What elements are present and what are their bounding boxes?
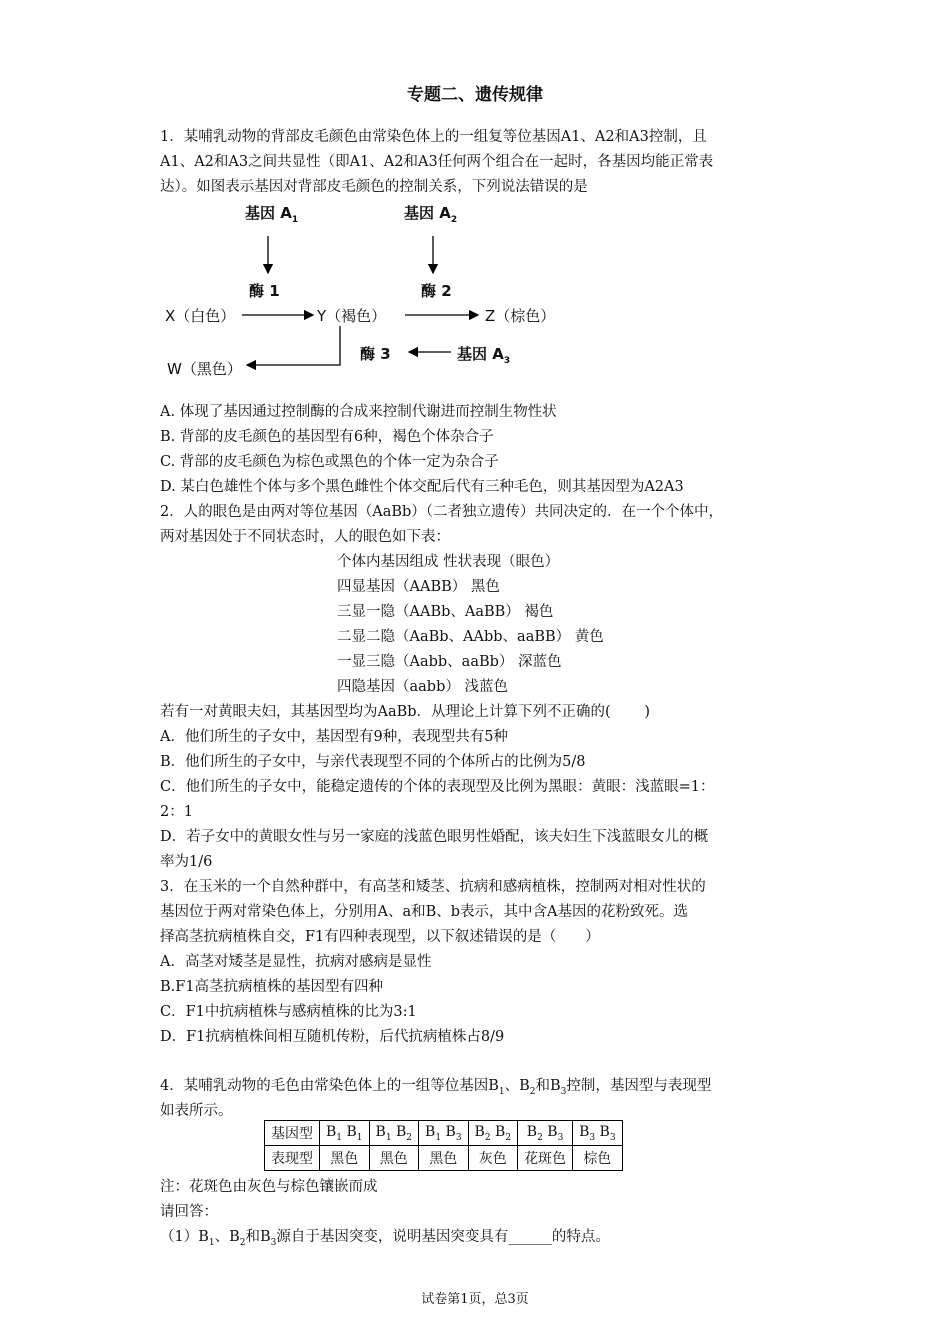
gene-enzyme-diagram (155, 198, 575, 383)
page-title: 专题二、遗传规律 (407, 85, 543, 105)
q2-option-d-cont: 率为1/6 (160, 854, 213, 870)
table-cell: $B_2$ $B_2$ (468, 1121, 518, 1146)
x-white-label: X（白色） (165, 307, 236, 325)
enzyme-3-label: 酶 3 (360, 345, 391, 363)
gene-a1-label: 基因 $A_1$ (245, 204, 299, 225)
q3-option-d: D．F1抗病植株间相互随机传粉，后代抗病植株占8/9 (160, 1029, 505, 1045)
q1-option-b: B. 背部的皮毛颜色的基因型有6种，褐色个体杂合子 (160, 429, 494, 445)
table-cell: 棕色 (573, 1146, 623, 1171)
q2-option-c: C．他们所生的子女中，能稳定遗传的个体的表现型及比例为黑眼：黄眼：浅蓝眼=1： (160, 779, 715, 795)
q1-option-c: C. 背部的皮毛颜色为棕色或黑色的个体一定为杂合子 (160, 454, 499, 470)
q2-table-header: 个体内基因组成 性状表现（眼色） (337, 554, 560, 570)
q2-table-row: 一显三隐（Aabb、aaBb） 深蓝色 (337, 654, 562, 670)
q1-option-a: A. 体现了基因通过控制酶的合成来控制代谢进而控制生物性状 (160, 404, 557, 420)
table-row (265, 1121, 623, 1146)
gene-a2-label: 基因 $A_2$ (404, 204, 458, 225)
q2-table-row: 二显二隐（AaBb、AAbb、aaBB） 黄色 (337, 629, 604, 645)
q2-option-c-cont: 2：1 (160, 804, 193, 820)
page-footer: 试卷第1页，总3页 (421, 1292, 529, 1307)
q2-table-row: 四显基因（AABB） 黑色 (337, 579, 500, 595)
q3-option-b: B.F1高茎抗病植株的基因型有四种 (160, 979, 384, 995)
z-tan-label: Z（棕色） (485, 307, 556, 325)
table-cell: 灰色 (468, 1146, 518, 1171)
arrow-y-w (247, 326, 340, 365)
q3-option-a: A．高茎对矮茎是显性，抗病对感病是显性 (160, 954, 432, 970)
q2-stem-line-1: 2．人的眼色是由两对等位基因（AaBb）（二者独立遗传）共同决定的．在一个个体中， (160, 504, 724, 520)
w-black-label: W（黑色） (167, 360, 242, 378)
table-head-genotype: 基因型 (265, 1121, 320, 1146)
q4-stem-line-1: 4．某哺乳动物的毛色由常染色体上的一组等位基因$B_1$、$B_2$和$B_3$控制，基因型与表现型 (160, 1078, 712, 1097)
enzyme-1-label: 酶 1 (249, 282, 280, 300)
q3-stem-line-1: 3．在玉米的一个自然种群中，有高茎和矮茎、抗病和感病植株，控制两对相对性状的 (160, 879, 706, 895)
q4-note: 注：花斑色由灰色与棕色镶嵌而成 (160, 1179, 378, 1195)
q4-prompt: 请回答： (160, 1204, 218, 1220)
q2-option-d: D．若子女中的黄眼女性与另一家庭的浅蓝色眼男性婚配，该夫妇生下浅蓝眼女儿的概 (160, 829, 709, 845)
y-brown-label: Y（褐色） (317, 307, 387, 325)
table-cell: 黑色 (320, 1146, 370, 1171)
q3-stem-line-3: 择高茎抗病植株自交，F1有四种表现型，以下叙述错误的是（ ） (160, 929, 600, 945)
q3-stem-line-2: 基因位于两对常染色体上，分别用A、a和B、b表示，其中含A基因的花粉致死。选 (160, 904, 689, 920)
genotype-phenotype-table (264, 1120, 623, 1171)
table-cell: 花斑色 (518, 1146, 573, 1171)
q4-subquestion-1: $(1)B_1$、$B_2$和$B_3$源自于基因突变，说明基因突变具有______的特点。 (160, 1229, 610, 1248)
table-cell: $B_3$ $B_3$ (573, 1121, 623, 1146)
table-cell: $B_1$ $B_3$ (419, 1121, 469, 1146)
table-cell: 黑色 (419, 1146, 469, 1171)
q1-stem-line-1: 1．某哺乳动物的背部皮毛颜色由常染色体上的一组复等位基因A1、A2和A3控制，且 (160, 129, 707, 145)
q1-stem-line-2: A1、A2和A3之间共显性（即A1、A2和A3任何两个组合在一起时，各基因均能正常表 (160, 154, 714, 170)
q2-option-b: B．他们所生的子女中，与亲代表现型不同的个体所占的比例为5/8 (160, 754, 586, 770)
table-row (265, 1146, 623, 1171)
q2-stem-line-2: 两对基因处于不同状态时，人的眼色如下表： (160, 529, 450, 545)
q2-option-a: A．他们所生的子女中，基因型有9种，表现型共有5种 (160, 729, 508, 745)
enzyme-2-label: 酶 2 (421, 282, 452, 300)
table-cell: $B_1$ $B_2$ (369, 1121, 419, 1146)
q2-question: 若有一对黄眼夫妇，其基因型均为AaBb．从理论上计算下列不正确的( ) (160, 704, 650, 720)
table-cell: 黑色 (369, 1146, 419, 1171)
q3-option-c: C．F1中抗病植株与感病植株的比为3:1 (160, 1004, 417, 1020)
q2-table-row: 三显一隐（AABb、AaBB） 褐色 (337, 604, 554, 620)
q4-stem-line-2: 如表所示。 (160, 1103, 233, 1119)
table-head-phenotype: 表现型 (265, 1146, 320, 1171)
table-cell: $B_1$ $B_1$ (320, 1121, 370, 1146)
q1-option-d: D. 某白色雄性个体与多个黑色雌性个体交配后代有三种毛色，则其基因型为A2A3 (160, 479, 684, 495)
table-cell: $B_2$ $B_3$ (518, 1121, 573, 1146)
q1-stem-line-3: 达）。如图表示基因对背部皮毛颜色的控制关系，下列说法错误的是 (160, 179, 588, 195)
gene-a3-label: 基因 $A_3$ (457, 345, 511, 366)
q2-table-row: 四隐基因（aabb） 浅蓝色 (337, 679, 508, 695)
